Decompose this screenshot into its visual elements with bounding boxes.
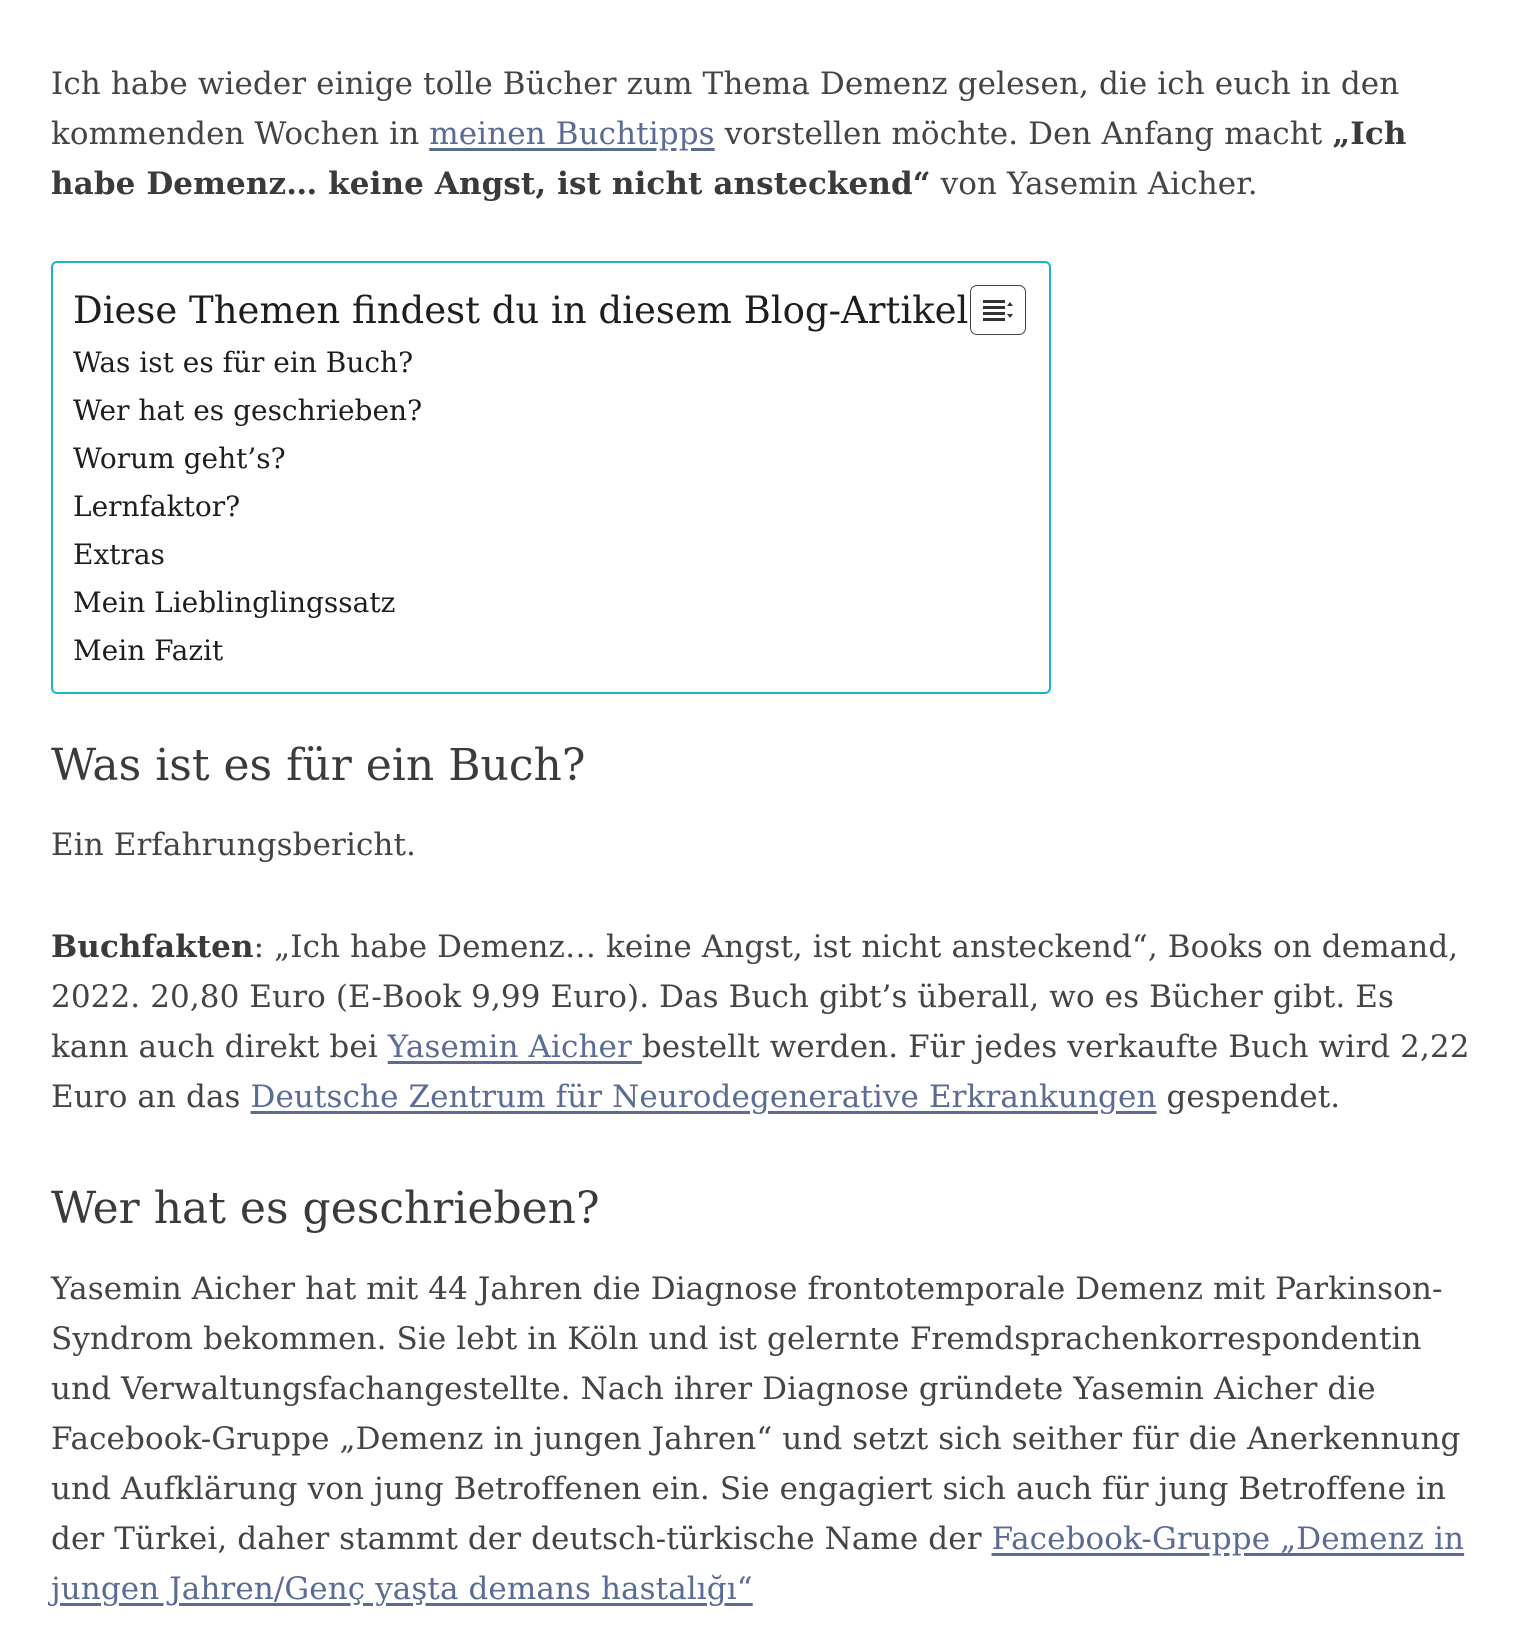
- buchfakten-text-1: : „Ich habe Demenz… keine Angst, ist nicht ansteckend“, Books on demand, 2022. 20,80 Euro (E-Book 9,99 Euro). Das Buch gibt’s überall, wo es Bücher gibt. Es kann auch direkt bei: [51, 929, 1459, 1065]
- toc-item-wer-hat-es[interactable]: Wer hat es geschrieben?: [73, 394, 423, 427]
- table-of-contents: [51, 261, 1051, 694]
- heading-wer-hat-es: Wer hat es geschrieben?: [51, 1183, 600, 1234]
- paragraph-author-bio: [51, 1264, 1471, 1614]
- buchfakten-label: Buchfakten: [51, 929, 254, 965]
- heading-was-ist-es: Was ist es für ein Buch?: [51, 740, 586, 791]
- intro-paragraph: [51, 59, 1471, 209]
- toc-title: Diese Themen findest du in diesem Blog-Artikel: [73, 289, 969, 332]
- intro-text-2: vorstellen möchte. Den Anfang macht: [714, 116, 1333, 152]
- toc-item-lieblingssatz[interactable]: Mein Lieblinglingssatz: [73, 586, 396, 619]
- author-bio-text: Yasemin Aicher hat mit 44 Jahren die Diagnose frontotemporale Demenz mit Parkinson-Syndrom bekommen. Sie lebt in Köln und ist gelernte Fremdsprachenkorrespondentin und Verwaltungsfachangestellte. Nach ihrer Diagnose gründete Yasemin Aicher die Facebook-Gruppe „Demenz in jungen Jahren“ und setzt sich seither für die Anerkennung und Aufklärung von jung Betroffenen ein. Sie engagiert sich auch für jung Betroffene in der Türkei, daher stammt der deutsch-türkische Name der: [51, 1271, 1461, 1557]
- link-facebook-gruppe[interactable]: Facebook-Gruppe „Demenz in jungen Jahren/Genç yaşta demans hastalığı“: [51, 1521, 1465, 1607]
- toc-item-lernfaktor[interactable]: Lernfaktor?: [73, 490, 241, 523]
- link-yasemin-aicher[interactable]: Yasemin Aicher: [387, 1029, 642, 1065]
- toc-item-extras[interactable]: Extras: [73, 538, 165, 571]
- intro-text-1: Ich habe wieder einige tolle Bücher zum Thema Demenz gelesen, die ich euch in den kommenden Wochen in: [51, 66, 1400, 152]
- toc-list: [73, 339, 422, 675]
- toc-item-was-ist-es[interactable]: Was ist es für ein Buch?: [73, 346, 414, 379]
- toc-toggle-button[interactable]: [970, 285, 1026, 335]
- buchfakten-text-2: bestellt werden. Für jedes verkaufte Buch wird 2,22 Euro an das: [51, 1029, 1470, 1115]
- list-toggle-icon: [981, 298, 1015, 322]
- paragraph-erfahrungsbericht: Ein Erfahrungsbericht.: [51, 827, 416, 863]
- book-title-bold: „Ich habe Demenz… keine Angst, ist nicht ansteckend“: [51, 116, 1407, 202]
- paragraph-buchfakten: [51, 922, 1471, 1122]
- link-dzne[interactable]: Deutsche Zentrum für Neurodegenerative Erkrankungen: [250, 1079, 1157, 1115]
- toc-item-fazit[interactable]: Mein Fazit: [73, 634, 224, 667]
- link-buchtipps[interactable]: meinen Buchtipps: [429, 116, 715, 152]
- buchfakten-text-3: gespendet.: [1156, 1079, 1341, 1115]
- toc-item-worum-gehts[interactable]: Worum geht’s?: [73, 442, 286, 475]
- intro-text-3: von Yasemin Aicher.: [930, 166, 1258, 202]
